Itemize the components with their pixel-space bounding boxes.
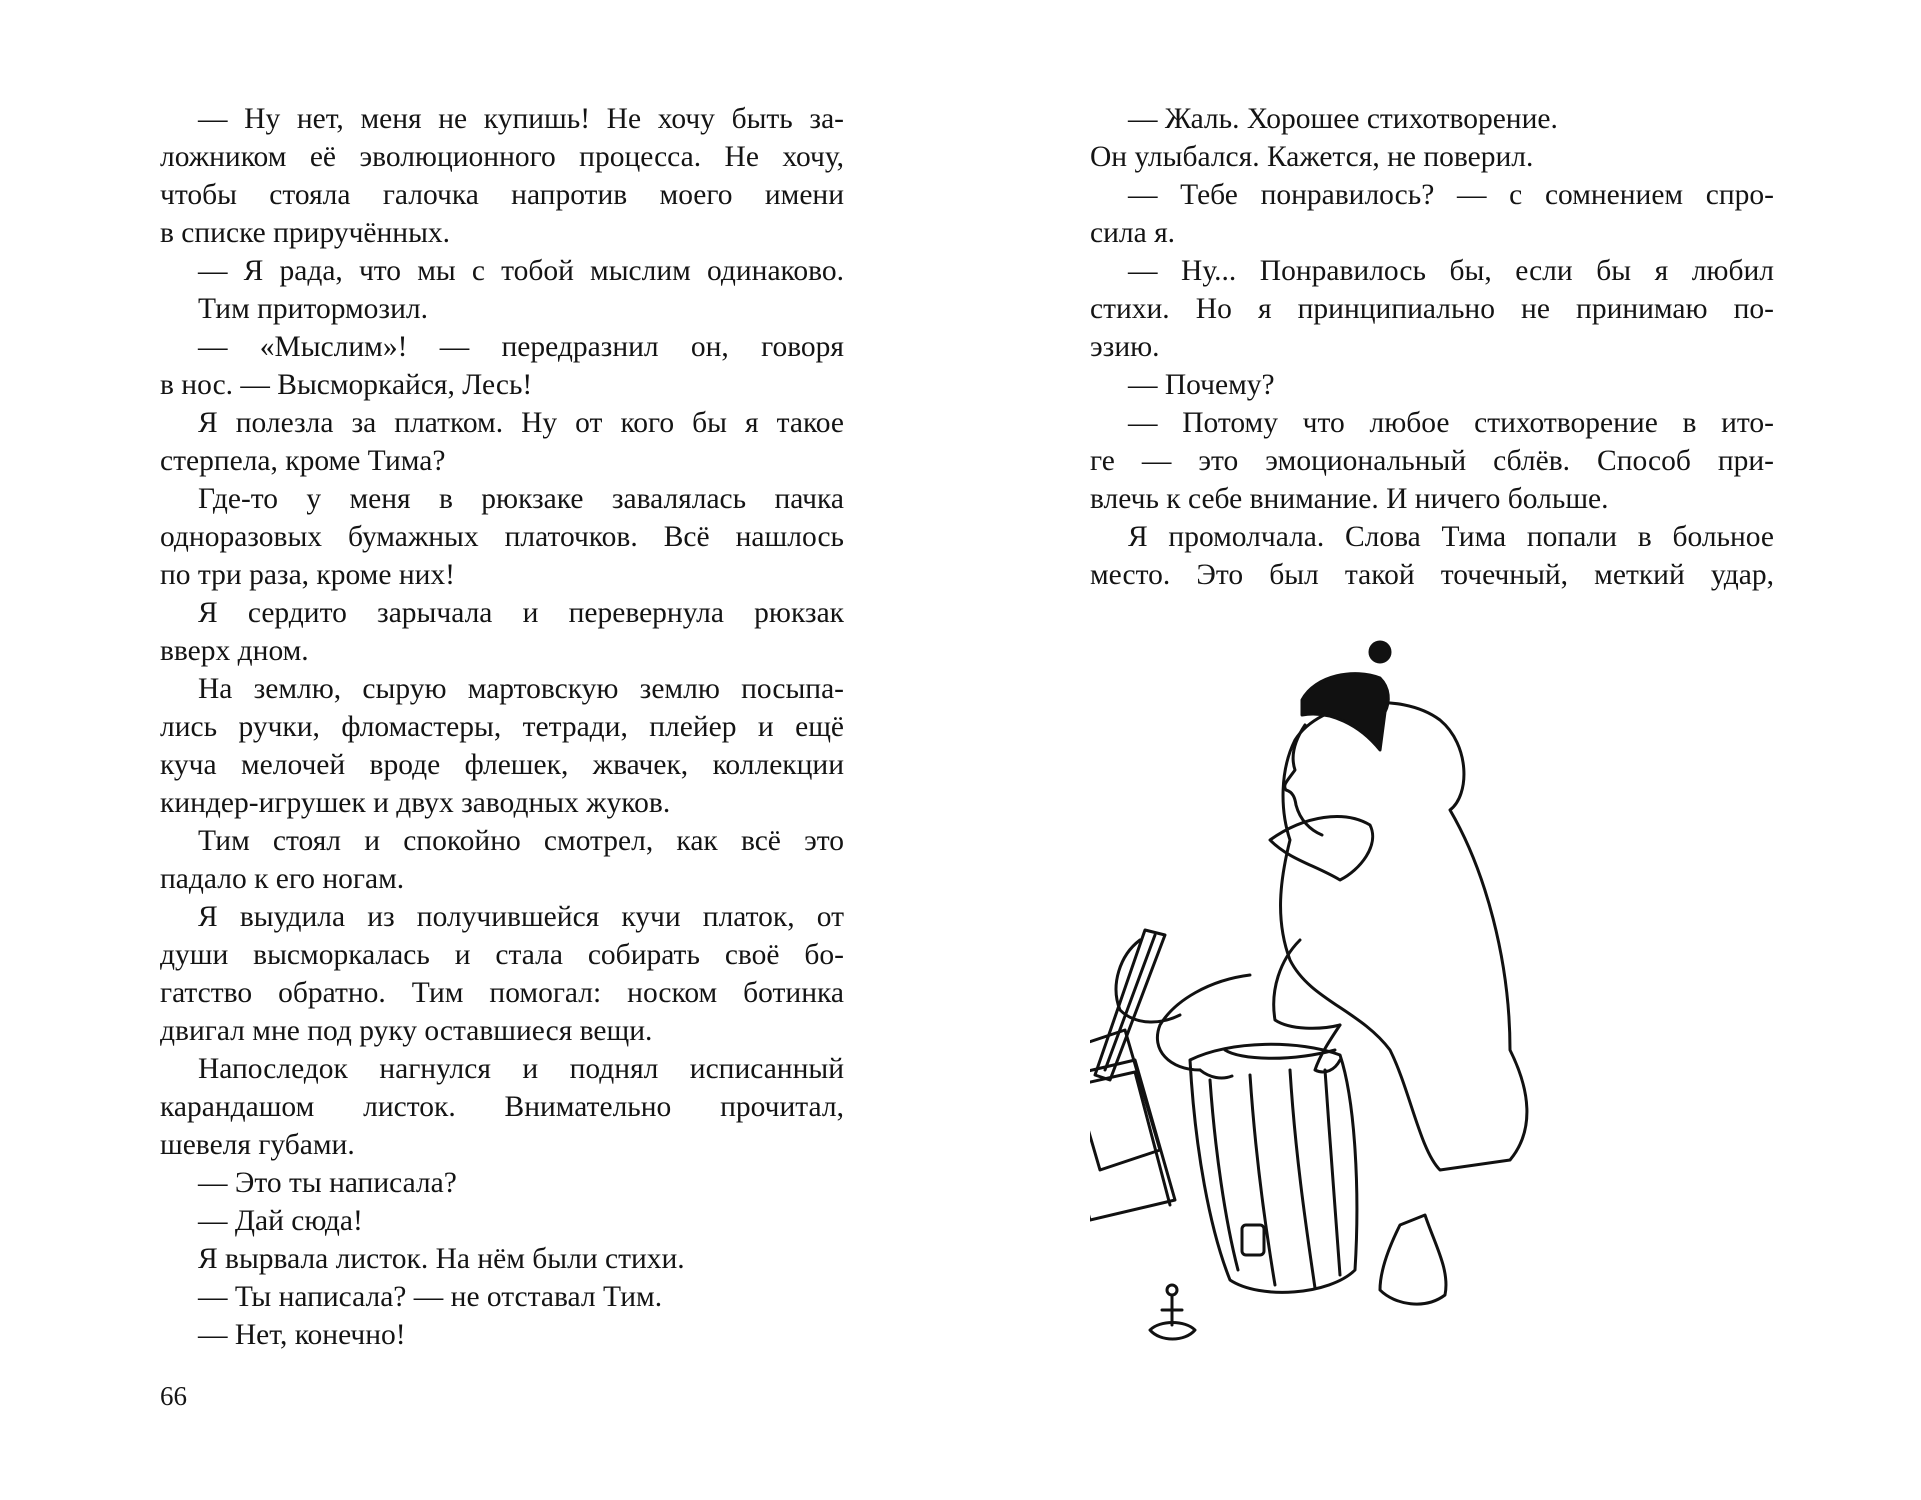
text-line: — Это ты написала? xyxy=(198,1167,457,1199)
text-line: вверх дном. xyxy=(160,635,309,667)
text-line: киндер-игрушек и двух заводных жуков. xyxy=(160,787,671,819)
text-line: Я промолчала. Слова Тима попали в больное xyxy=(1128,521,1774,553)
text-line: шевеля губами. xyxy=(160,1129,355,1161)
page-number: 66 xyxy=(160,1381,187,1411)
girl-with-backpack-illustration xyxy=(1090,630,1790,1370)
text-line: — Жаль. Хорошее стихотворение. xyxy=(1128,103,1558,135)
text-line: в нос. — Высморкайся, Лесь! xyxy=(160,369,533,401)
text-line: — Ну... Понравилось бы, если бы я любил xyxy=(1128,255,1774,287)
text-line: Тим притормозил. xyxy=(198,293,428,325)
text-line: Я вырвала листок. На нём были стихи. xyxy=(198,1243,685,1275)
text-line: гатство обратно. Тим помогал: носком ботинка xyxy=(160,977,844,1009)
text-line: лись ручки, фломастеры, тетради, плейер и ещё xyxy=(160,711,844,743)
text-line: — Нет, конечно! xyxy=(198,1319,406,1351)
text-line: Я выудила из получившейся кучи платок, от xyxy=(198,901,844,933)
text-line: падало к его ногам. xyxy=(160,863,405,895)
text-line: стихи. Но я принципиально не принимаю по- xyxy=(1090,293,1774,325)
text-line: ге — это эмоциональный сблёв. Способ при- xyxy=(1090,445,1774,477)
text-line: чтобы стояла галочка напротив моего имени xyxy=(160,179,844,211)
text-line: На землю, сырую мартовскую землю посыпа- xyxy=(198,673,844,705)
text-line: Он улыбался. Кажется, не поверил. xyxy=(1090,141,1534,173)
text-line: Где-то у меня в рюкзаке завалялась пачка xyxy=(198,483,844,515)
text-line: двигал мне под руку оставшиеся вещи. xyxy=(160,1015,653,1047)
text-line: куча мелочей вроде флешек, жвачек, коллекции xyxy=(160,749,844,781)
text-line: — Я рада, что мы с тобой мыслим одинаково. xyxy=(198,255,844,287)
text-line: эзию. xyxy=(1090,331,1160,363)
text-line: сила я. xyxy=(1090,217,1176,249)
text-line: Напоследок нагнулся и поднял исписанный xyxy=(198,1053,844,1085)
right-page-text xyxy=(1090,100,1774,594)
text-line: в списке приручённых. xyxy=(160,217,451,249)
text-line: — «Мыслим»! — передразнил он, говоря xyxy=(198,331,844,363)
text-line: Я полезла за платком. Ну от кого бы я такое xyxy=(198,407,844,439)
text-line: — Ты написала? — не отставал Тим. xyxy=(198,1281,663,1313)
text-line: души высморкалась и стала собирать своё бо- xyxy=(160,939,844,971)
text-line: — Тебе понравилось? — с сомнением спро- xyxy=(1128,179,1774,211)
text-line: карандашом листок. Внимательно прочитал, xyxy=(160,1091,844,1123)
text-line: влечь к себе внимание. И ничего больше. xyxy=(1090,483,1609,515)
text-line: — Дай сюда! xyxy=(198,1205,363,1237)
text-line: по три раза, кроме них! xyxy=(160,559,455,591)
text-line: стерпела, кроме Тима? xyxy=(160,445,446,477)
text-line: Я сердито зарычала и перевернула рюкзак xyxy=(198,597,844,629)
text-line: место. Это был такой точечный, меткий удар, xyxy=(1090,559,1774,591)
text-line: Тим стоял и спокойно смотрел, как всё это xyxy=(198,825,844,857)
left-page-text xyxy=(160,100,844,1354)
text-line: — Почему? xyxy=(1128,369,1275,401)
text-line: ложником её эволюционного процесса. Не хочу, xyxy=(160,141,844,173)
text-line: — Потому что любое стихотворение в ито- xyxy=(1128,407,1774,439)
text-line: одноразовых бумажных платочков. Всё нашлось xyxy=(160,521,844,553)
text-line: — Ну нет, меня не купишь! Не хочу быть за- xyxy=(198,103,844,135)
